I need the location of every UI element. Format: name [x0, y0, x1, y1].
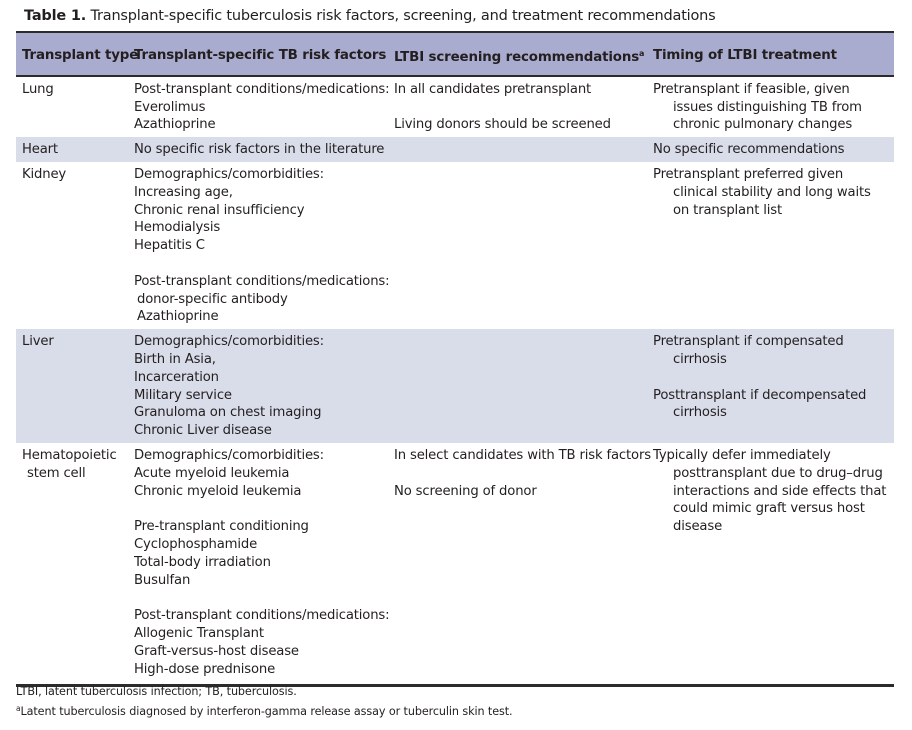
risk-group-heading: Demographics/comorbidities: — [134, 166, 324, 182]
header-timing — [647, 32, 894, 76]
footnote-a-marker: a — [16, 703, 21, 713]
screening-recommendation: In select candidates with TB risk factors — [394, 447, 651, 463]
table-row — [16, 443, 894, 686]
risk-factor-item: Azathioprine — [134, 117, 216, 133]
cell-transplant-type — [16, 443, 128, 686]
table-header — [16, 32, 894, 76]
risk-group-heading: Post-transplant conditions/medications: — [134, 608, 390, 624]
cell-risk-factors — [128, 329, 388, 443]
table-row — [16, 162, 894, 329]
risk-factor-item: High-dose prednisone — [134, 661, 276, 677]
cell-timing — [647, 137, 894, 162]
spacer — [134, 589, 388, 607]
timing-text-line: interactions and side effects that — [673, 483, 887, 499]
table-row — [16, 329, 894, 443]
footnote-marker: a — [639, 49, 645, 58]
timing-text-line: cirrhosis — [673, 405, 727, 421]
transplant-type-label: Liver — [22, 334, 54, 350]
abbreviations-note: LTBI, latent tuberculosis infection; TB, tuberculosis. — [16, 685, 297, 698]
table-body — [16, 76, 894, 686]
risk-group-heading: Pre-transplant conditioning — [134, 519, 309, 535]
table-caption — [24, 8, 716, 24]
cell-screening — [388, 137, 647, 162]
header-risk-factors — [128, 32, 388, 76]
table-row — [16, 137, 894, 162]
cell-risk-factors — [128, 443, 388, 686]
risk-factor-item: donor-specific antibody — [137, 291, 288, 307]
header-screening — [388, 32, 647, 76]
transplant-type-label: Hematopoietic — [22, 447, 117, 463]
timing-text-line: on transplant list — [673, 202, 783, 218]
transplant-type-label: stem cell — [27, 465, 86, 481]
risk-factor-item: Chronic renal insufficiency — [134, 202, 305, 218]
timing-text-line: disease — [673, 519, 723, 535]
spacer — [394, 465, 647, 483]
transplant-type-label: Lung — [22, 81, 54, 97]
timing-text-line: clinical stability and long waits — [673, 184, 871, 200]
timing-text-line: posttransplant due to drug–drug — [673, 465, 883, 481]
timing-text-line: Pretransplant if feasible, given — [653, 81, 850, 97]
risk-factor-item: Incarceration — [134, 369, 219, 385]
header-transplant-type — [16, 32, 139, 76]
cell-timing — [647, 443, 894, 686]
cell-transplant-type — [16, 329, 128, 443]
risk-factor-item: Hemodialysis — [134, 220, 221, 236]
risk-group-heading: No specific risk factors in the literature — [134, 142, 385, 158]
risk-factor-item: Military service — [134, 387, 232, 403]
header-label: LTBI screening recommendations — [394, 50, 640, 65]
footnote-a — [16, 701, 512, 721]
table-row — [16, 76, 894, 137]
timing-text-line: Typically defer immediately — [653, 447, 831, 463]
cell-transplant-type — [16, 76, 128, 137]
timing-text-line: No specific recommendations — [653, 142, 845, 158]
footnote-a-text: Latent tuberculosis diagnosed by interferon-gamma release assay or tuberculin skin test. — [20, 704, 513, 718]
timing-text-line: could mimic graft versus host — [673, 501, 865, 517]
risk-factor-item: Chronic myeloid leukemia — [134, 483, 302, 499]
header-label: Transplant-specific TB risk factors — [134, 48, 387, 63]
timing-text-line: Pretransplant if compensated — [653, 334, 844, 350]
risk-factor-item: Acute myeloid leukemia — [134, 465, 290, 481]
recommendations-table — [16, 31, 894, 687]
risk-factor-item: Cyclophosphamide — [134, 536, 258, 552]
risk-group-heading: Post-transplant conditions/medications: — [134, 273, 390, 289]
risk-factor-item: Increasing age, — [134, 184, 233, 200]
risk-factor-item: Azathioprine — [137, 309, 219, 325]
recommendations-table-container — [16, 31, 894, 687]
cell-timing — [647, 162, 894, 329]
risk-factor-item: Everolimus — [134, 99, 206, 115]
header-label: Timing of LTBI treatment — [653, 48, 837, 63]
cell-transplant-type — [16, 162, 128, 329]
spacer — [134, 500, 388, 518]
screening-recommendation: No screening of donor — [394, 483, 537, 499]
timing-text-line: Posttransplant if decompensated — [653, 387, 867, 403]
risk-factor-item: Total-body irradiation — [134, 554, 271, 570]
cell-risk-factors — [128, 162, 388, 329]
transplant-type-label: Kidney — [22, 166, 67, 182]
cell-timing — [647, 76, 894, 137]
cell-timing — [647, 329, 894, 443]
risk-group-heading: Post-transplant conditions/medications: — [134, 81, 390, 97]
cell-screening — [388, 162, 647, 329]
risk-factor-item: Chronic Liver disease — [134, 423, 272, 439]
timing-text-line: cirrhosis — [673, 351, 727, 367]
screening-recommendation: In all candidates pretransplant — [394, 81, 592, 97]
risk-factor-item: Graft-versus-host disease — [134, 643, 299, 659]
risk-factor-item: Hepatitis C — [134, 238, 205, 254]
transplant-type-label: Heart — [22, 142, 58, 158]
timing-text-line: issues distinguishing TB from — [673, 99, 862, 115]
caption-label: Table 1. — [24, 8, 87, 24]
cell-screening — [388, 329, 647, 443]
risk-factor-item: Allogenic Transplant — [134, 625, 264, 641]
risk-factor-item: Busulfan — [134, 572, 191, 588]
risk-group-heading: Demographics/comorbidities: — [134, 334, 324, 350]
risk-factor-item: Granuloma on chest imaging — [134, 405, 322, 421]
cell-transplant-type — [16, 137, 128, 162]
cell-screening — [388, 76, 647, 137]
screening-recommendation: Living donors should be screened — [394, 117, 611, 133]
cell-risk-factors — [128, 76, 388, 137]
table-footnotes — [16, 684, 512, 720]
cell-risk-factors — [128, 137, 388, 162]
cell-screening — [388, 443, 651, 686]
timing-text-line: chronic pulmonary changes — [673, 117, 853, 133]
spacer — [653, 369, 894, 387]
header-label: Transplant type — [22, 48, 139, 63]
spacer — [134, 255, 388, 273]
risk-factor-item: Birth in Asia, — [134, 351, 216, 367]
caption-text: Transplant-specific tuberculosis risk factors, screening, and treatment recommendations — [90, 8, 716, 24]
spacer — [394, 99, 647, 117]
timing-text-line: Pretransplant preferred given — [653, 166, 844, 182]
risk-group-heading: Demographics/comorbidities: — [134, 447, 324, 463]
header-row — [16, 32, 894, 76]
